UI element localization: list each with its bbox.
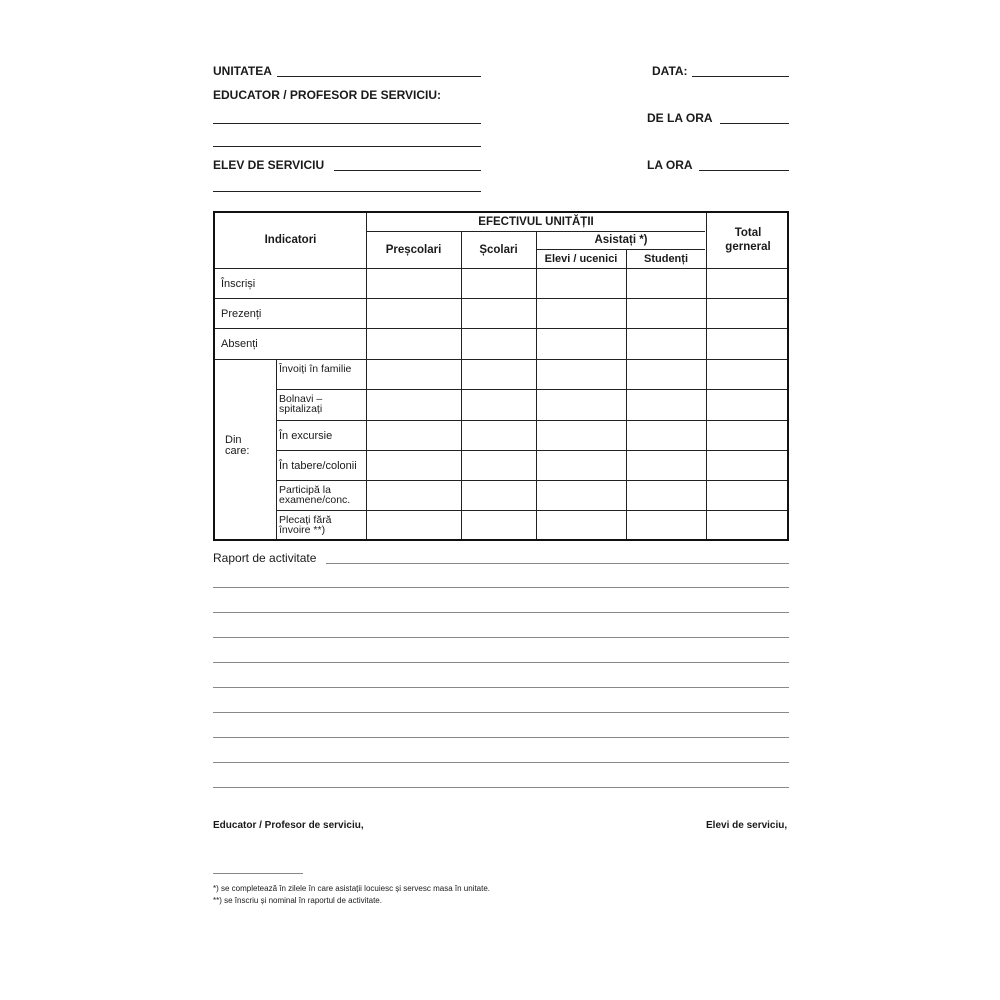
asistati-header: Asistați *) [594, 234, 648, 246]
row-divider [215, 328, 787, 329]
col-divider [706, 213, 707, 539]
row-label-tabere: În tabere/colonii [279, 460, 357, 472]
elevi-header: Elevi / ucenici [544, 253, 618, 265]
raport-line[interactable] [213, 587, 789, 588]
footnote-separator [213, 873, 303, 874]
total-header: Total gerneral [725, 227, 771, 253]
scolari-header: Școlari [479, 244, 518, 256]
raport-label: Raport de activitate [213, 551, 317, 565]
educator-field-line-2[interactable] [213, 146, 481, 147]
data-label: DATA: [652, 64, 688, 78]
din-care-label: Din care: [225, 434, 250, 457]
prescolari-header: Preșcolari [385, 244, 442, 256]
raport-line[interactable] [326, 563, 789, 564]
educator-signature-label: Educator / Profesor de serviciu, [213, 820, 364, 831]
efectivul-header: EFECTIVUL UNITĂȚII [478, 216, 594, 228]
row-divider [276, 389, 787, 390]
educator-label: EDUCATOR / PROFESOR DE SERVICIU: [213, 88, 442, 102]
raport-line[interactable] [213, 762, 789, 763]
row-divider [276, 450, 787, 451]
raport-line[interactable] [213, 662, 789, 663]
elev-label: ELEV DE SERVICIU [213, 158, 325, 172]
data-field[interactable] [692, 76, 789, 77]
educator-field-line-1[interactable] [213, 123, 481, 124]
row-label-absenti: Absenți [221, 338, 258, 350]
row-divider [276, 420, 787, 421]
unitatea-label: UNITATEA [213, 64, 272, 78]
la-ora-label: LA ORA [647, 158, 693, 172]
row-label-invoiti: Învoiți în familie [279, 363, 352, 375]
raport-line[interactable] [213, 612, 789, 613]
indicatori-header: Indicatori [264, 234, 317, 246]
raport-line[interactable] [213, 687, 789, 688]
la-ora-field[interactable] [699, 170, 789, 171]
col-divider [366, 213, 367, 539]
row-label-excursie: În excursie [279, 430, 333, 442]
raport-line[interactable] [213, 787, 789, 788]
row-divider [276, 510, 787, 511]
row-divider [215, 298, 787, 299]
header-divider [366, 231, 705, 232]
row-label-plecati: Plecați fără învoire **) [279, 514, 332, 536]
elev-field-line-2[interactable] [213, 191, 481, 192]
row-label-bolnavi: Bolnavi – spitalizați [279, 393, 323, 415]
elev-field[interactable] [334, 170, 481, 171]
row-label-prezenti: Prezenți [221, 308, 262, 320]
row-label-inscrisi: Înscriși [221, 278, 256, 290]
efectiv-table [213, 211, 789, 541]
row-divider [215, 359, 787, 360]
de-la-ora-field[interactable] [720, 123, 789, 124]
raport-line[interactable] [213, 637, 789, 638]
footnote-2: **) se înscriu și nominal în raportul de activitate. [213, 896, 382, 905]
unitatea-field[interactable] [277, 76, 481, 77]
row-label-participa: Participă la examene/conc. [279, 484, 351, 506]
elevi-signature-label: Elevi de serviciu, [706, 820, 788, 831]
raport-line[interactable] [213, 737, 789, 738]
de-la-ora-label: DE LA ORA [647, 111, 713, 125]
col-divider [626, 249, 627, 539]
row-divider [276, 480, 787, 481]
col-divider [461, 231, 462, 539]
col-divider [536, 231, 537, 539]
studenti-header: Studenți [644, 253, 688, 265]
row-divider [215, 268, 787, 269]
footnote-1: *) se completează în zilele în care asistații locuiesc și servesc masa în unitate. [213, 884, 491, 893]
header-divider [536, 249, 705, 250]
raport-line[interactable] [213, 712, 789, 713]
